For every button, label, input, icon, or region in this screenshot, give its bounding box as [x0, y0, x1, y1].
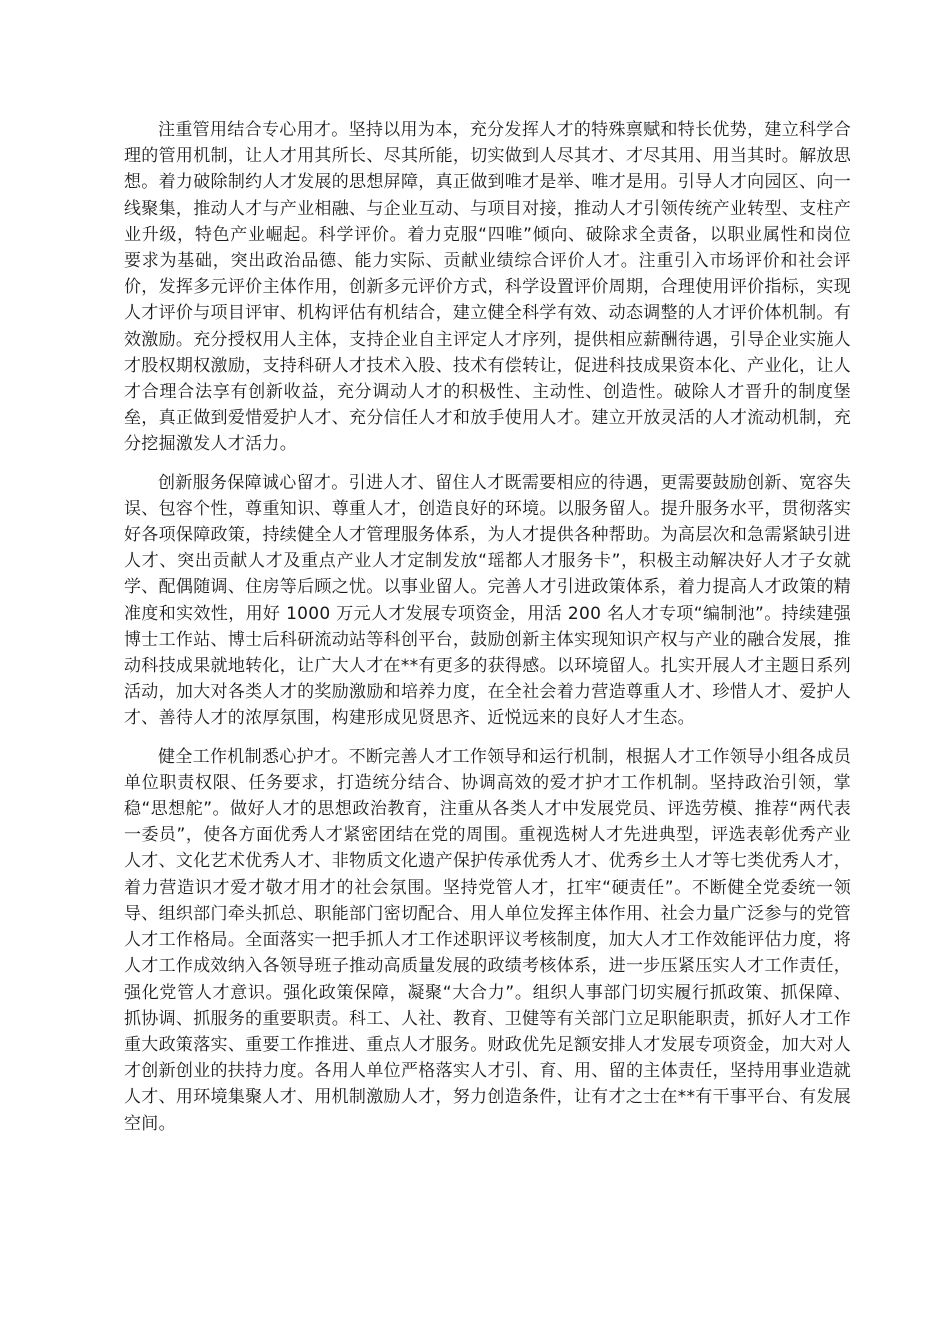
document-page	[124, 117, 851, 1137]
paragraph-retain-and-use-talent: 注重管用结合专心用才。坚持以用为本，充分发挥人才的特殊禀赋和特长优势，建立科学合理的管用机制，让人才用其所长、尽其所能，切实做到人尽其才、才尽其用、用当其时。解放思想。着力破除制约人才发展的思想屏障，真正做到唯才是举、唯才是用。引导人才向园区、向一线聚集，推动人才与产业相融、与企业互动、与项目对接，推动人才引领传统产业转型、支柱产业升级，特色产业崛起。科学评价。着力克服“四唯”倾向、破除求全责备，以职业属性和岗位要求为基础，突出政治品德、能力实际、贡献业绩综合评价人才。注重引入市场评价和社会评价，发挥多元评价主体作用，创新多元评价方式，科学设置评价周期，合理使用评价指标，实现人才评价与项目评审、机构评估有机结合，建立健全科学有效、动态调整的人才评价体机制。有效激励。充分授权用人主体，支持企业自主评定人才序列，提供相应薪酬待遇，引导企业实施人才股权期权激励，支持科研人才技术入股、技术有偿转让，促进科技成果资本化、产业化，让人才合理合法享有创新收益，充分调动人才的积极性、主动性、创造性。破除人才晋升的制度堡垒，真正做到爱惜爱护人才、充分信任人才和放手使用人才。建立开放灵活的人才流动机制，充分挖掘激发人才活力。	[124, 120, 851, 455]
paragraph-service-support: 创新服务保障诚心留才。引进人才、留住人才既需要相应的待遇，更需要鼓励创新、宽容失误、包容个性，尊重知识、尊重人才，创造良好的环境。以服务留人。提升服务水平，贯彻落实好各项保障政策，持续健全人才管理服务体系，为人才提供各种帮助。为高层次和急需紧缺引进人才、突出贡献人才及重点产业人才定制发放“瑶都人才服务卡”，积极主动解决好人才子女就学、配偶随调、住房等后顾之忧。以事业留人。完善人才引进政策体系，着力提高人才政策的精准度和实效性，用好 1000 万元人才发展专项资金，用活 200 名人才专项“编制池”。持续建强博士工作站、博士后科研流动站等科创平台，鼓励创新主体实现知识产权与产业的融合发展，推动科技成果就地转化，让广大人才在**有更多的获得感。以环境留人。扎实开展人才主题日系列活动，加大对各类人才的奖励激励和培养力度，在全社会着力营造尊重人才、珍惜人才、爱护人才、善待人才的浓厚氛围，构建形成见贤思齐、近悦远来的良好人才生态。	[124, 472, 851, 729]
paragraph-work-mechanism: 健全工作机制悉心护才。不断完善人才工作领导和运行机制，根据人才工作领导小组各成员单位职责权限、任务要求，打造统分结合、协调高效的爱才护才工作机制。坚持政治引领，掌稳“思想舵”。做好人才的思想政治教育，注重从各类人才中发展党员、评选劳模、推荐“两代表一委员”，使各方面优秀人才紧密团结在党的周围。重视选树人才先进典型，评选表彰优秀产业人才、文化艺术优秀人才、非物质文化遗产保护传承优秀人才、优秀乡土人才等七类优秀人才，着力营造识才爱才敬才用才的社会氛围。坚持党管人才，扛牢“硬责任”。不断健全党委统一领导、组织部门牵头抓总、职能部门密切配合、用人单位发挥主体作用、社会力量广泛参与的党管人才工作格局。全面落实一把手抓人才工作述职评议考核制度，加大人才工作效能评估力度，将人才工作成效纳入各领导班子推动高质量发展的政绩考核体系，进一步压紧压实人才工作责任，强化党管人才意识。强化政策保障，凝聚“大合力”。组织人事部门切实履行抓政策、抓保障、抓协调、抓服务的重要职责。科工、人社、教育、卫健等有关部门立足职能职责，抓好人才工作重大政策落实、重要工作推进、重点人才服务。财政优先足额安排人才发展专项资金，加大对人才创新创业的扶持力度。各用人单位严格落实人才引、育、用、留的主体责任，坚持用事业造就人才、用环境集聚人才、用机制激励人才，努力创造条件，让有才之士在**有干事平台、有发展空间。	[124, 746, 851, 1134]
